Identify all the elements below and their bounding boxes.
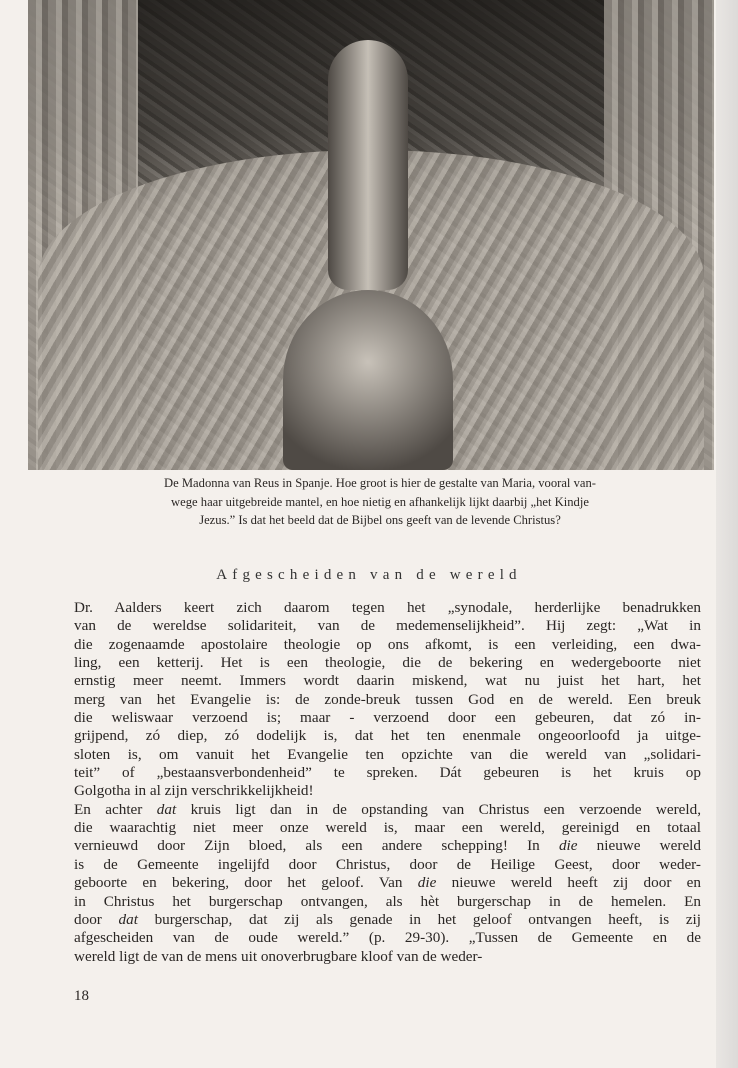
- madonna-statue: [328, 40, 408, 290]
- text-run: vernieuwd door Zijn bloed, als een andere schepping! In: [74, 837, 559, 855]
- text-run: afgescheiden van de oude wereld.” (p. 29-30). „Tussen de Gemeente en de: [74, 929, 701, 947]
- text-line: [74, 764, 701, 782]
- caption-line: De Madonna van Reus in Spanje. Hoe groot is hier de gestalte van Maria, vooral van-: [164, 476, 596, 490]
- text-run: Dr. Aalders keert zich daarom tegen het „synodale, herderlijke benadrukken: [74, 599, 701, 616]
- text-line: [74, 709, 701, 727]
- text-line: [74, 911, 701, 929]
- text-line: [74, 874, 701, 892]
- emphasis: dat: [156, 800, 177, 818]
- body-text: [74, 599, 701, 966]
- text-run: in Christus het burgerschap ontvangen, als hèt burgerschap in de hemelen. En: [74, 892, 701, 910]
- text-run: geboorte en bekering, door het geloof. Van: [74, 874, 418, 892]
- paragraph: [74, 801, 701, 966]
- text-run: nieuwe wereld: [577, 837, 701, 855]
- paragraph: [74, 599, 701, 801]
- photo-caption: [100, 474, 660, 530]
- emphasis: dat: [118, 910, 138, 928]
- statue-base: [283, 290, 453, 470]
- text-run: burgerschap, dat zij als genade in het geloof ontvangen heeft, is zij: [137, 910, 701, 928]
- text-line: [74, 801, 701, 819]
- text-run: is de Gemeente ingelijfd door Christus, door de Heilige Geest, door weder-: [74, 855, 701, 873]
- text-line: [74, 617, 701, 635]
- caption-line: Jezus.” Is dat het beeld dat de Bijbel ons geeft van de levende Christus?: [199, 513, 561, 527]
- text-run: Golgotha in al zijn verschrikkelijkheid!: [74, 782, 314, 800]
- text-line: [74, 819, 701, 837]
- text-run: door: [74, 910, 119, 928]
- text-run: nieuwe wereld heeft zij door en: [436, 874, 702, 892]
- text-line: [74, 929, 701, 947]
- text-line: [74, 727, 701, 745]
- emphasis: die: [417, 874, 437, 892]
- text-line: [74, 856, 701, 874]
- page-edge: [716, 0, 738, 1068]
- text-run: En achter: [74, 800, 157, 818]
- emphasis: die: [558, 837, 578, 855]
- text-run: die waarachtig niet meer onze wereld is, maar een wereld, gereinigd en totaal: [74, 819, 701, 837]
- text-run: teit” of „bestaansverbondenheid” te spreken. Dát gebeuren is het kruis op: [74, 764, 701, 782]
- page-number: 18: [74, 988, 89, 1004]
- text-line: [74, 599, 701, 617]
- text-line: [74, 691, 701, 709]
- text-line: [74, 782, 701, 800]
- text-line: [74, 948, 701, 966]
- text-line: [74, 654, 701, 672]
- text-run: sloten is, om vanuit het Evangelie ten opzichte van die wereld van „solidari-: [74, 745, 701, 763]
- madonna-photo: [28, 0, 714, 470]
- text-run: van de wereldse solidariteit, van de medemenselijkheid”. Hij zegt: „Wat in: [74, 617, 701, 635]
- text-run: wereld ligt de van de mens uit onoverbrugbare kloof van de weder-: [74, 947, 483, 965]
- text-run: die weliswaar verzoend is; maar - verzoend door een gebeuren, dat zó in-: [74, 709, 701, 727]
- caption-line: wege haar uitgebreide mantel, en hoe nietig en afhankelijk lijkt daarbij „het Kindje: [171, 494, 589, 509]
- text-line: [74, 746, 701, 764]
- text-line: [74, 636, 701, 654]
- text-run: ling, een ketterij. Het is een theologie, die de bekering en wedergeboorte niet: [74, 654, 701, 672]
- text-run: die zogenaamde apostolaire theologie op ons afkomt, is een verleiding, een dwa-: [74, 635, 701, 653]
- text-run: ernstig meer neemt. Immers wordt daarin miskend, wat nu juist het hart, het: [74, 672, 701, 690]
- text-run: kruis ligt dan in de opstanding van Christus een verzoende wereld,: [176, 800, 701, 818]
- text-line: [74, 893, 701, 911]
- section-heading: Afgescheiden van de wereld: [216, 567, 522, 583]
- text-run: grijpend, zó diep, zó dodelijk is, dat het ten enenmale ongeoorloofd ja uitge-: [74, 727, 701, 745]
- text-run: merg van het Evangelie is: de zonde-breuk tussen God en de wereld. Een breuk: [74, 690, 701, 708]
- text-line: [74, 672, 701, 690]
- text-line: [74, 837, 701, 855]
